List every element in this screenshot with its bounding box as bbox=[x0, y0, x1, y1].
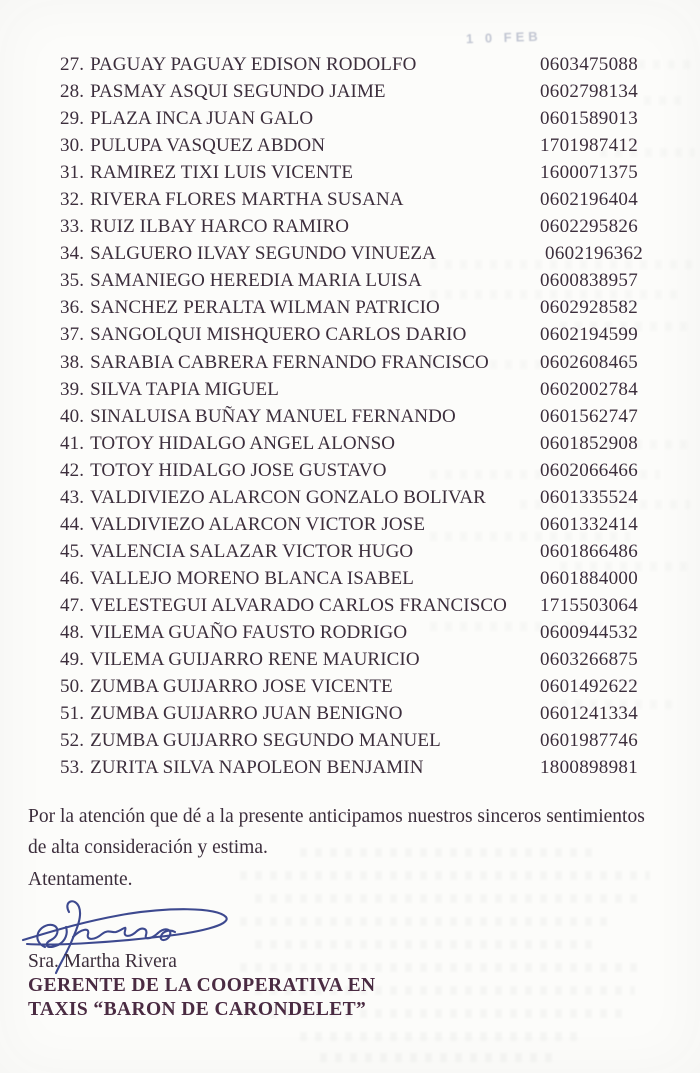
member-row bbox=[60, 240, 660, 267]
member-name: SALGUERO ILVAY SEGUNDO VINUEZA bbox=[90, 243, 436, 265]
member-name: PLAZA INCA JUAN GALO bbox=[90, 108, 314, 130]
member-index: 49. bbox=[60, 649, 85, 671]
member-index: 44. bbox=[60, 513, 85, 535]
bleed-through-line bbox=[240, 917, 610, 926]
member-index: 48. bbox=[60, 621, 85, 643]
member-row bbox=[60, 105, 660, 132]
member-index: 31. bbox=[60, 162, 85, 184]
member-index: 38. bbox=[60, 351, 85, 373]
member-row bbox=[60, 186, 660, 213]
member-index: 28. bbox=[60, 81, 85, 103]
member-index: 47. bbox=[60, 594, 85, 616]
member-name: VELESTEGUI ALVARADO CARLOS FRANCISCO bbox=[90, 594, 507, 616]
member-id-number: 0601562747 bbox=[540, 405, 638, 427]
member-name: VALDIVIEZO ALARCON VICTOR JOSE bbox=[90, 513, 426, 535]
member-index: 46. bbox=[60, 567, 85, 589]
member-id-number: 0602002784 bbox=[540, 378, 638, 400]
member-row bbox=[60, 376, 660, 403]
member-row bbox=[60, 403, 660, 430]
member-name: RAMIREZ TIXI LUIS VICENTE bbox=[90, 162, 354, 184]
bleed-through-line bbox=[255, 894, 645, 903]
member-row bbox=[60, 484, 660, 511]
member-index: 35. bbox=[60, 270, 85, 292]
member-name: PASMAY ASQUI SEGUNDO JAIME bbox=[90, 81, 386, 103]
member-row bbox=[60, 592, 660, 619]
member-index: 53. bbox=[60, 757, 85, 779]
member-name: SINALUISA BUÑAY MANUEL FERNANDO bbox=[90, 405, 456, 427]
member-id-number: 0602066466 bbox=[540, 459, 638, 481]
member-id-number: 0602798134 bbox=[540, 81, 638, 103]
signer-title-line-2: TAXIS “BARON DE CARONDELET” bbox=[28, 999, 367, 1020]
member-index: 30. bbox=[60, 135, 85, 157]
member-name: PAGUAY PAGUAY EDISON RODOLFO bbox=[90, 54, 417, 75]
closing-paragraph bbox=[28, 801, 645, 863]
member-index: 42. bbox=[60, 459, 85, 481]
member-row bbox=[60, 321, 660, 348]
member-name: VALLEJO MORENO BLANCA ISABEL bbox=[90, 567, 414, 589]
signer-title-line-1: GERENTE DE LA COOPERATIVA EN bbox=[28, 975, 376, 996]
member-id-number: 0601241334 bbox=[540, 703, 638, 725]
member-index: 40. bbox=[60, 405, 85, 427]
member-row bbox=[60, 294, 660, 321]
member-id-number: 1715503064 bbox=[540, 594, 638, 616]
signer-name: Sra. Martha Rivera bbox=[28, 951, 177, 972]
member-id-number: 0602608465 bbox=[540, 351, 638, 373]
member-index: 43. bbox=[60, 486, 85, 508]
member-id-number: 0601335524 bbox=[540, 486, 638, 508]
member-row bbox=[60, 646, 660, 673]
member-name: ZUMBA GUIJARRO SEGUNDO MANUEL bbox=[90, 730, 441, 752]
member-name: VILEMA GUAÑO FAUSTO RODRIGO bbox=[90, 621, 408, 643]
member-id-number: 1600071375 bbox=[540, 162, 638, 184]
member-row bbox=[60, 727, 660, 754]
member-row bbox=[60, 159, 660, 186]
member-name: VILEMA GUIJARRO RENE MAURICIO bbox=[90, 649, 420, 671]
date-stamp-bleedthrough: 1 0 FEB bbox=[465, 28, 542, 47]
member-row bbox=[60, 754, 660, 781]
member-index: 39. bbox=[60, 378, 85, 400]
member-index: 52. bbox=[60, 730, 85, 752]
member-name: SAMANIEGO HEREDIA MARIA LUISA bbox=[90, 270, 422, 292]
member-id-number: 0602194599 bbox=[540, 324, 638, 346]
member-row bbox=[60, 673, 660, 700]
member-row bbox=[60, 565, 660, 592]
member-id-number: 1800898981 bbox=[540, 757, 638, 779]
member-id-number: 0601884000 bbox=[540, 567, 638, 589]
member-row bbox=[60, 132, 660, 159]
member-row bbox=[60, 700, 660, 727]
member-name: RUIZ ILBAY HARCO RAMIRO bbox=[90, 216, 350, 238]
member-row bbox=[60, 213, 660, 240]
member-index: 32. bbox=[60, 189, 85, 211]
member-index: 45. bbox=[60, 540, 85, 562]
member-id-number: 0601332414 bbox=[540, 513, 638, 535]
member-id-number: 0602196362 bbox=[540, 243, 644, 265]
member-index: 29. bbox=[60, 108, 85, 130]
member-index: 36. bbox=[60, 297, 85, 319]
member-name: SILVA TAPIA MIGUEL bbox=[90, 378, 279, 400]
member-index: 50. bbox=[60, 676, 85, 698]
member-name: PULUPA VASQUEZ ABDON bbox=[90, 135, 326, 157]
closing-line-2: de alta consideración y estima. bbox=[28, 837, 268, 858]
member-id-number: 0602295826 bbox=[540, 216, 638, 238]
member-index: 34. bbox=[60, 243, 85, 265]
member-name: ZUMBA GUIJARRO JUAN BENIGNO bbox=[90, 703, 403, 725]
member-name: VALENCIA SALAZAR VICTOR HUGO bbox=[90, 540, 414, 562]
salutation: Atentamente. bbox=[28, 869, 133, 890]
member-name: TOTOY HIDALGO ANGEL ALONSO bbox=[90, 432, 396, 454]
member-name: SANGOLQUI MISHQUERO CARLOS DARIO bbox=[90, 324, 467, 346]
member-index: 27. bbox=[60, 54, 85, 75]
member-name: ZURITA SILVA NAPOLEON BENJAMIN bbox=[90, 757, 424, 779]
member-id-number: 0603266875 bbox=[540, 649, 638, 671]
member-row bbox=[60, 267, 660, 294]
closing-line-1: Por la atención que dé a la presente anticipamos nuestros sinceros sentimientos bbox=[28, 806, 645, 827]
member-id-number: 0601987746 bbox=[540, 730, 638, 752]
member-row bbox=[60, 51, 660, 78]
member-id-number: 0601492622 bbox=[540, 676, 638, 698]
member-row bbox=[60, 619, 660, 646]
bleed-through-line bbox=[255, 940, 600, 949]
member-row bbox=[60, 349, 660, 376]
member-id-number: 0602928582 bbox=[540, 297, 638, 319]
member-row bbox=[60, 457, 660, 484]
member-row bbox=[60, 511, 660, 538]
member-name: SANCHEZ PERALTA WILMAN PATRICIO bbox=[90, 297, 440, 319]
bleed-through-line bbox=[240, 871, 650, 880]
member-id-number: 0601852908 bbox=[540, 432, 638, 454]
member-name: ZUMBA GUIJARRO JOSE VICENTE bbox=[90, 676, 393, 698]
bleed-through-line bbox=[300, 1032, 580, 1041]
member-row bbox=[60, 430, 660, 457]
member-id-number: 0600944532 bbox=[540, 621, 638, 643]
member-name: SARABIA CABRERA FERNANDO FRANCISCO bbox=[90, 351, 489, 373]
member-row bbox=[60, 538, 660, 565]
member-index: 33. bbox=[60, 216, 85, 238]
member-row bbox=[60, 78, 660, 105]
member-list bbox=[60, 51, 660, 781]
member-index: 37. bbox=[60, 324, 85, 346]
member-id-number: 0601589013 bbox=[540, 108, 638, 130]
member-index: 51. bbox=[60, 703, 85, 725]
member-id-number: 1701987412 bbox=[540, 135, 638, 157]
bleed-through-line bbox=[240, 963, 640, 972]
member-id-number: 0600838957 bbox=[540, 270, 638, 292]
member-index: 41. bbox=[60, 432, 85, 454]
member-id-number: 0602196404 bbox=[540, 189, 638, 211]
member-name: TOTOY HIDALGO JOSE GUSTAVO bbox=[90, 459, 387, 481]
member-id-number: 0603475088 bbox=[540, 54, 638, 75]
bleed-through-line bbox=[320, 1053, 560, 1062]
member-name: RIVERA FLORES MARTHA SUSANA bbox=[90, 189, 404, 211]
member-id-number: 0601866486 bbox=[540, 540, 638, 562]
member-name: VALDIVIEZO ALARCON GONZALO BOLIVAR bbox=[90, 486, 486, 508]
